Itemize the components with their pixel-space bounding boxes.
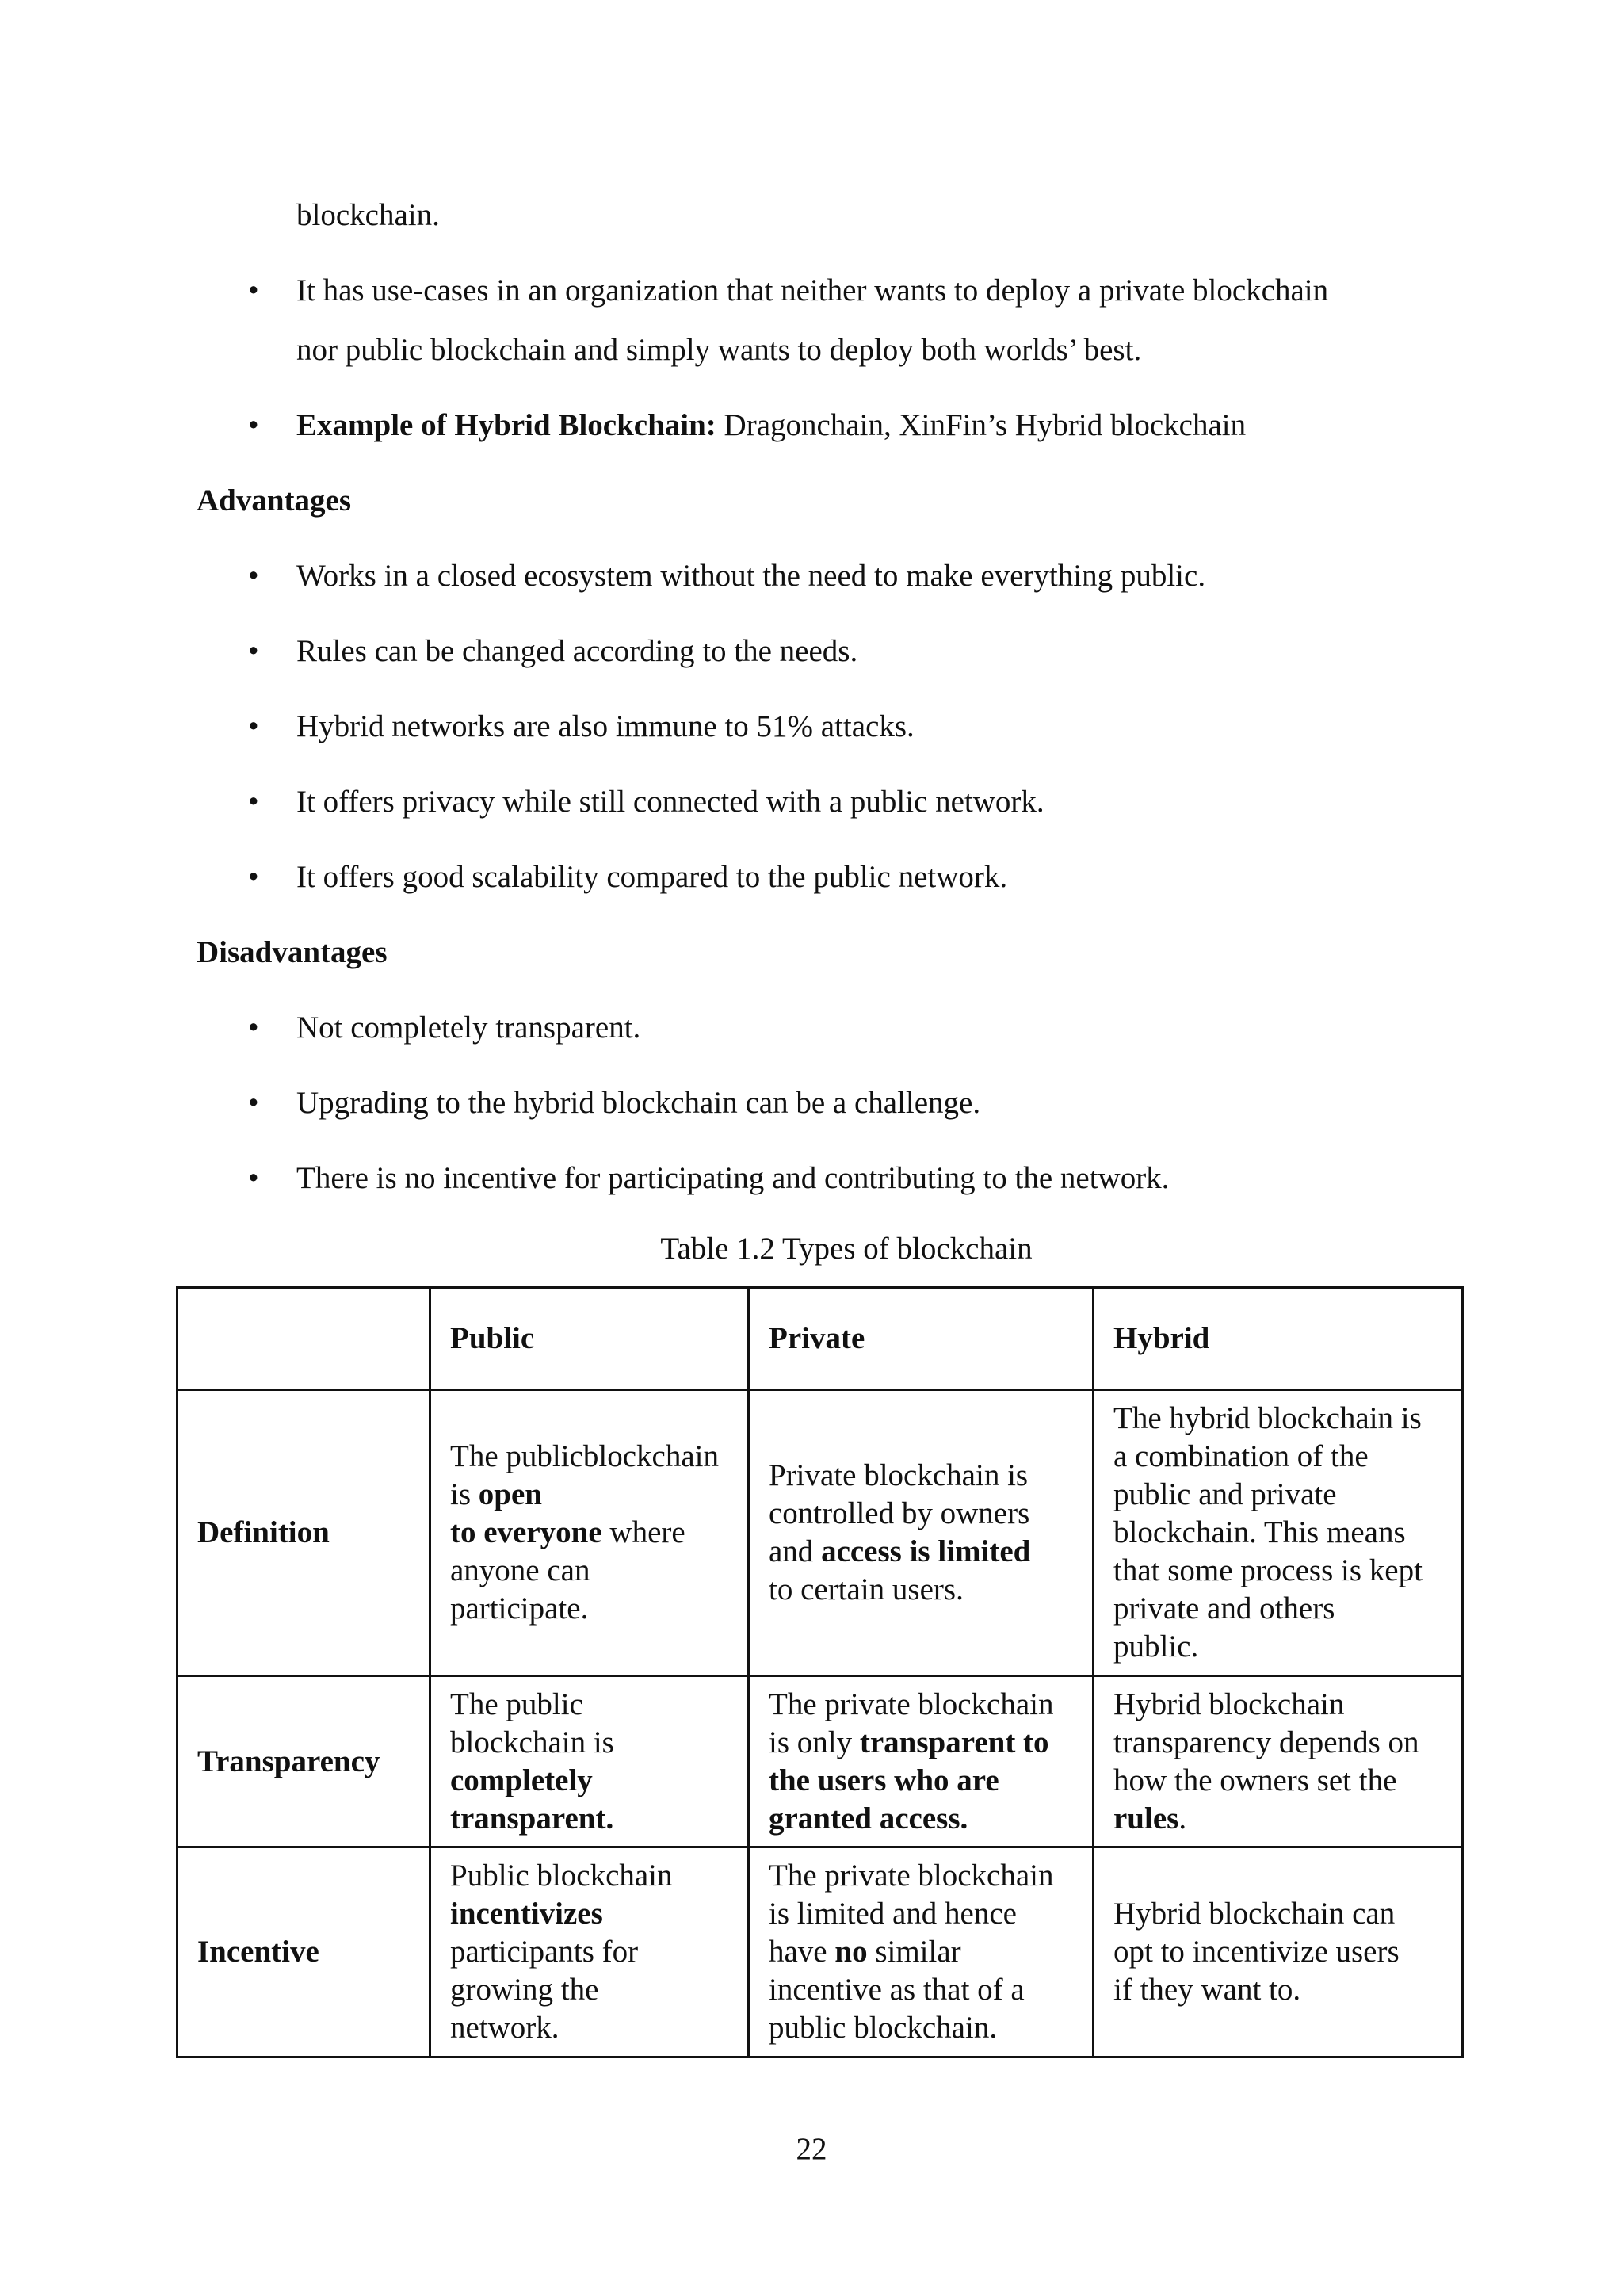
advantages-heading: Advantages	[197, 483, 352, 518]
bullet-glyph: •	[248, 1086, 259, 1120]
cell-text: if they want to.	[1113, 1973, 1301, 2007]
continuation-text: blockchain.	[296, 198, 440, 232]
cell-bold-text: rules	[1113, 1801, 1179, 1836]
bullet-glyph: •	[248, 860, 259, 894]
cell-text: blockchain is	[450, 1439, 719, 1511]
row-label-incentive: Incentive	[178, 1847, 430, 2057]
cell-text: that some process is kept	[1113, 1553, 1423, 1587]
cell-bold-text: granted access.	[769, 1801, 968, 1836]
cell-text: is only	[769, 1725, 860, 1759]
bullet-glyph: •	[248, 709, 259, 743]
cell-text: participants for	[450, 1935, 639, 1969]
cell-text: opt to incentivize users	[1113, 1935, 1400, 1969]
table-row	[178, 1847, 1463, 2057]
intro-bullet-2	[296, 407, 1246, 445]
disadvantages-heading: Disadvantages	[197, 935, 388, 969]
table-header-row	[178, 1288, 1463, 1390]
cell-incentive-public	[430, 1847, 749, 2057]
header-cell-public: Public	[430, 1288, 749, 1390]
cell-text: The private blockchain	[769, 1859, 1054, 1893]
cell-transparency-hybrid	[1094, 1676, 1463, 1847]
bullet-glyph: •	[248, 634, 259, 668]
intro-bullet-1-line-2: nor public blockchain and simply wants to deploy both worlds’ best.	[296, 333, 1142, 367]
cell-text: Hybrid blockchain can	[1113, 1897, 1396, 1931]
cell-bold-text: completely	[450, 1763, 593, 1797]
header-cell-private: Private	[749, 1288, 1094, 1390]
cell-text: private and others	[1113, 1591, 1335, 1626]
cell-bold-text: transparent to	[859, 1725, 1049, 1759]
cell-text: a combination of the	[1113, 1439, 1369, 1473]
header-cell-hybrid: Hybrid	[1094, 1288, 1463, 1390]
cell-text: The hybrid blockchain is	[1113, 1401, 1422, 1435]
advantage-item: Works in a closed ecosystem without the need to make everything public.	[296, 559, 1206, 593]
bullet-glyph: •	[248, 785, 259, 819]
cell-bold-text: transparent.	[450, 1801, 614, 1836]
example-label: Example of Hybrid Blockchain:	[296, 408, 716, 442]
cell-bold-text: open	[478, 1477, 542, 1511]
row-label-definition: Definition	[178, 1390, 430, 1676]
page-number: 22	[796, 2132, 827, 2166]
disadvantage-item: There is no incentive for participating and contributing to the network.	[296, 1161, 1170, 1195]
disadvantage-item: Upgrading to the hybrid blockchain can be a challenge.	[296, 1086, 981, 1120]
cell-text: Public blockchain	[450, 1859, 673, 1893]
bullet-glyph: •	[248, 1161, 259, 1195]
cell-text: similar	[867, 1935, 961, 1969]
cell-definition-public	[430, 1390, 749, 1676]
table-row	[178, 1676, 1463, 1847]
advantage-item: It offers privacy while still connected with a public network.	[296, 785, 1044, 819]
cell-text: network.	[450, 2011, 559, 2045]
cell-text: .	[1178, 1801, 1187, 1836]
cell-text: and	[769, 1534, 822, 1568]
blockchain-types-table	[176, 1286, 1464, 2058]
cell-bold-text: incentivizes	[450, 1897, 603, 1931]
bullet-glyph: •	[248, 408, 259, 442]
cell-transparency-private	[749, 1676, 1094, 1847]
table-caption: Table 1.2 Types of blockchain	[660, 1232, 1033, 1266]
cell-text: incentive as that of a	[769, 1973, 1025, 2007]
cell-text: to certain users.	[769, 1572, 964, 1606]
cell-bold-text: no	[834, 1935, 868, 1969]
intro-bullet-1-line-1: It has use-cases in an organization that neither wants to deploy a private blockchain	[296, 273, 1329, 308]
cell-incentive-hybrid	[1094, 1847, 1463, 2057]
advantage-item: Rules can be changed according to the needs.	[296, 634, 858, 668]
cell-bold-text: to everyone	[450, 1515, 602, 1549]
cell-bold-text: access is limited	[821, 1534, 1031, 1568]
cell-text: anyone can	[450, 1553, 590, 1587]
cell-text: The private blockchain	[769, 1687, 1054, 1721]
bullet-glyph: •	[248, 559, 259, 593]
cell-text: Private blockchain is	[769, 1458, 1029, 1492]
advantage-item: Hybrid networks are also immune to 51% attacks.	[296, 709, 915, 743]
cell-text: blockchain is	[450, 1725, 614, 1759]
cell-text: where	[601, 1515, 685, 1549]
bullet-glyph: •	[248, 273, 259, 308]
header-cell-empty	[178, 1288, 430, 1390]
advantage-item: It offers good scalability compared to the public network.	[296, 860, 1008, 894]
cell-definition-private	[749, 1390, 1094, 1676]
disadvantage-item: Not completely transparent.	[296, 1010, 641, 1045]
cell-text: participate.	[450, 1591, 589, 1626]
cell-text: blockchain. This means	[1113, 1515, 1406, 1549]
cell-text: The public	[450, 1687, 583, 1721]
row-label-transparency: Transparency	[178, 1676, 430, 1847]
cell-text: public and private	[1113, 1477, 1337, 1511]
cell-text: transparency depends on	[1113, 1725, 1419, 1759]
cell-incentive-private	[749, 1847, 1094, 2057]
table-row	[178, 1390, 1463, 1676]
cell-definition-hybrid	[1094, 1390, 1463, 1676]
cell-text: have	[769, 1935, 835, 1969]
cell-bold-text: the users who are	[769, 1763, 999, 1797]
bullet-glyph: •	[248, 1010, 259, 1045]
cell-text: The public	[450, 1439, 583, 1473]
cell-text: growing the	[450, 1973, 599, 2007]
cell-transparency-public	[430, 1676, 749, 1847]
cell-text: public blockchain.	[769, 2011, 998, 2045]
example-text: Dragonchain, XinFin’s Hybrid blockchain	[716, 408, 1247, 442]
cell-text: how the owners set the	[1113, 1763, 1397, 1797]
cell-text: controlled by owners	[769, 1496, 1030, 1530]
cell-text: public.	[1113, 1629, 1199, 1664]
cell-text: is limited and hence	[769, 1897, 1017, 1931]
cell-text: Hybrid blockchain	[1113, 1687, 1345, 1721]
